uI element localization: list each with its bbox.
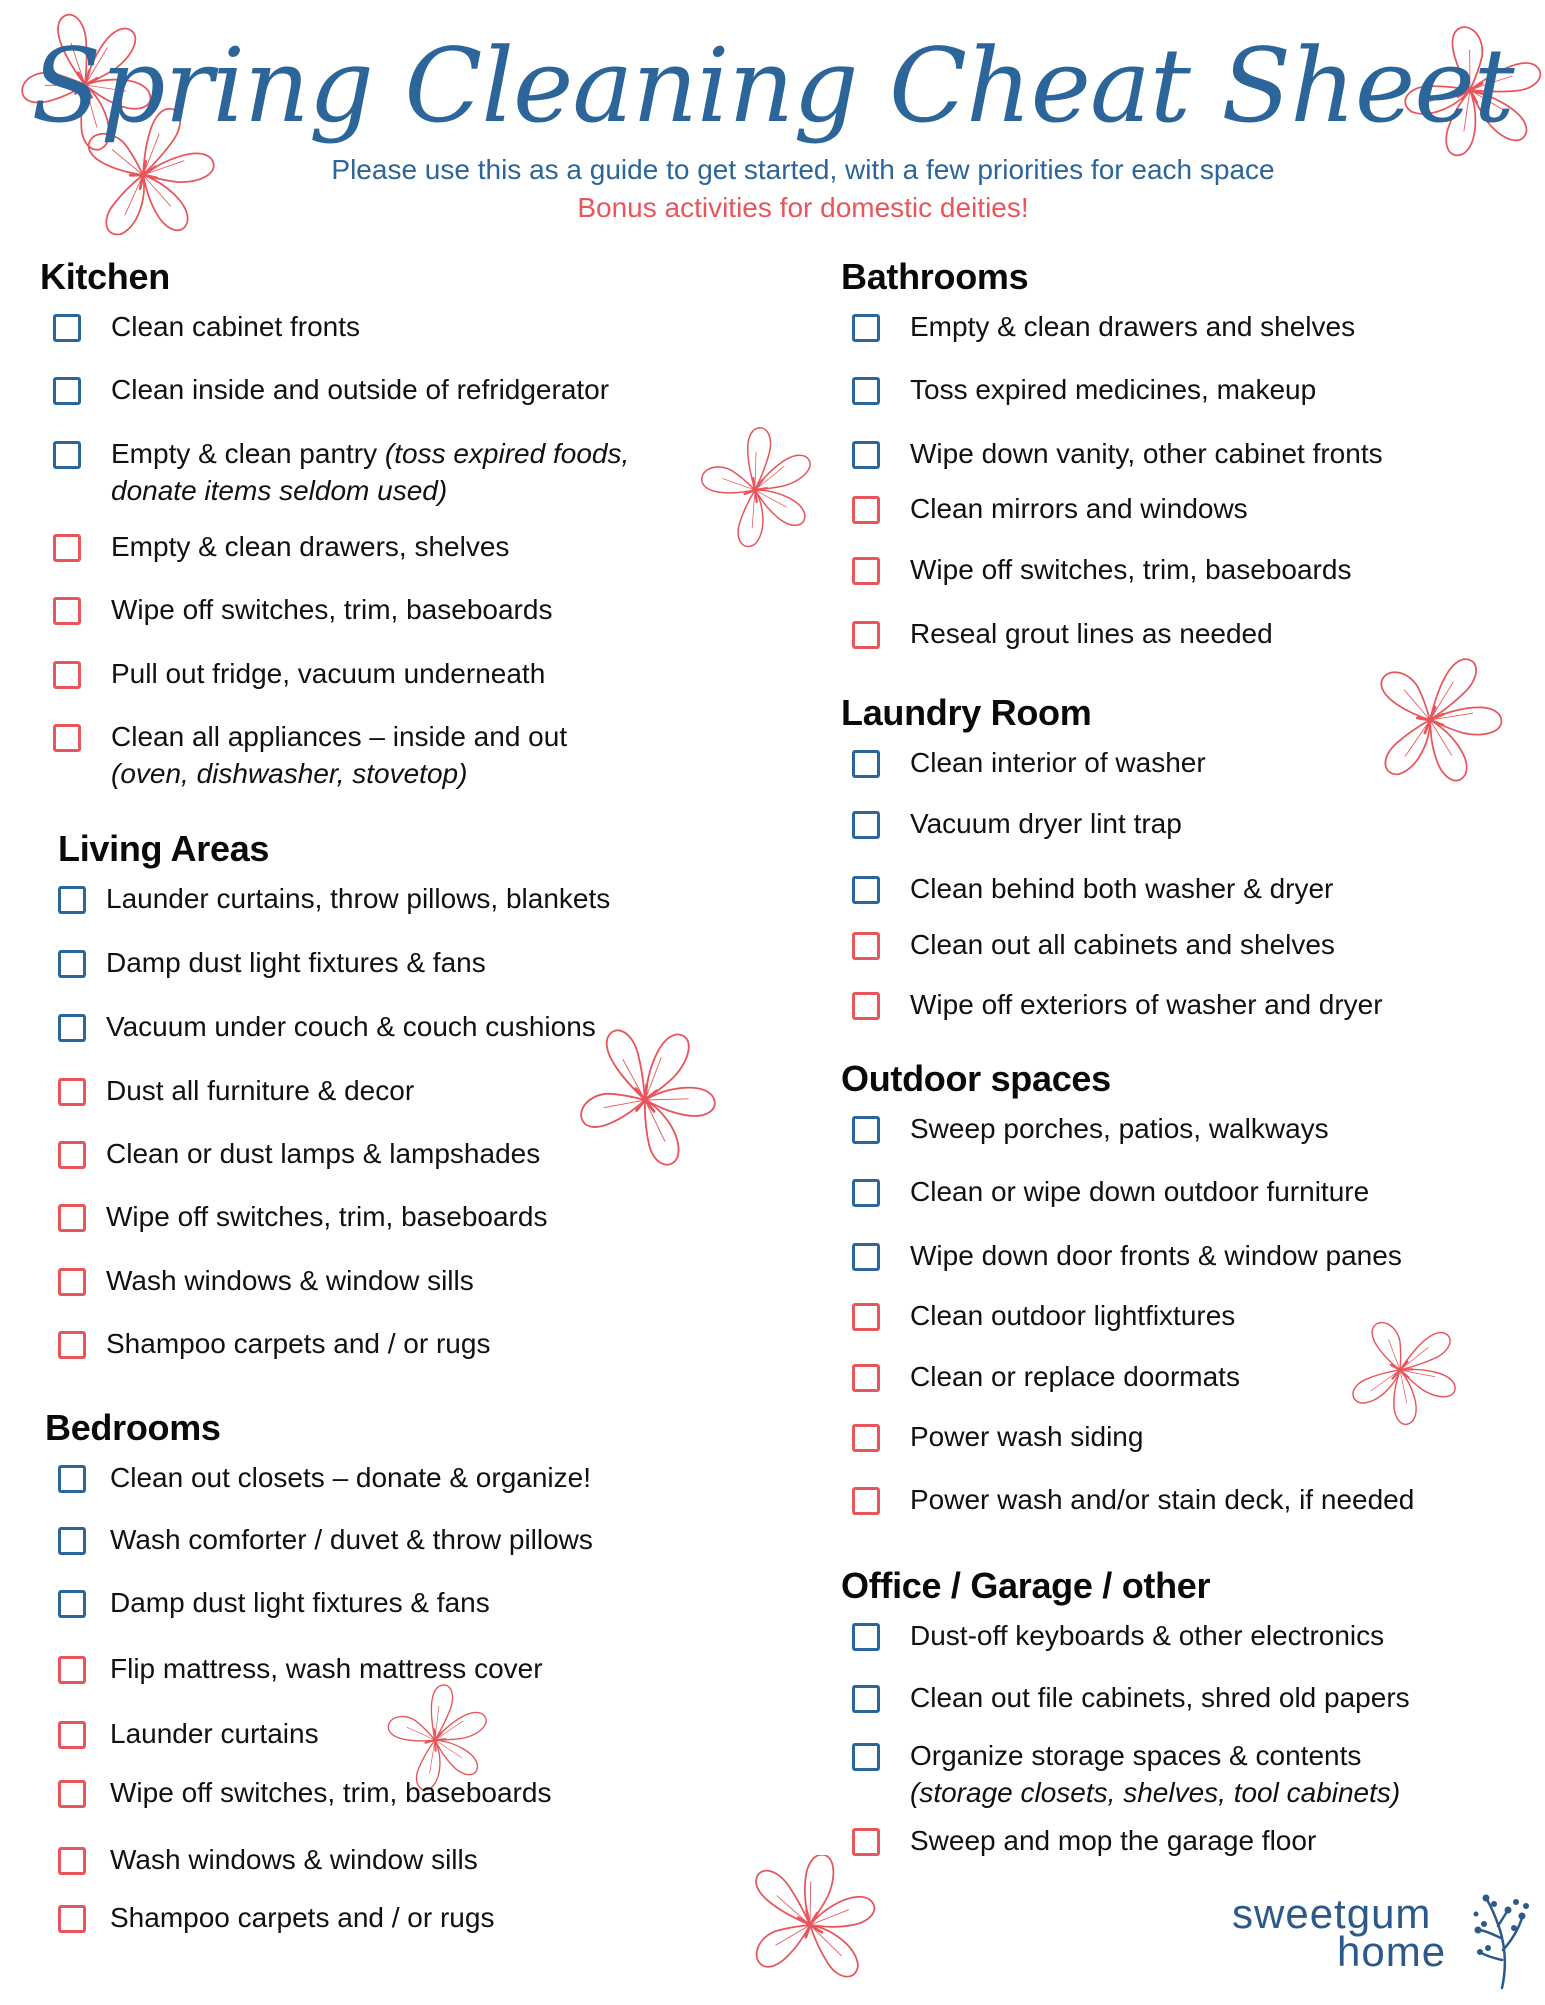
checkbox[interactable]	[852, 992, 880, 1020]
checkbox[interactable]	[852, 1116, 880, 1144]
checklist-item[interactable]: Wipe off switches, trim, baseboards	[852, 551, 1351, 588]
section-title: Laundry Room	[841, 692, 1092, 733]
checkbox[interactable]	[58, 1204, 86, 1232]
checkbox[interactable]	[58, 1905, 86, 1933]
checklist-item[interactable]: Launder curtains, throw pillows, blankets	[58, 880, 610, 917]
section-outdoor-spaces	[841, 1058, 1521, 1538]
checkbox[interactable]	[852, 621, 880, 649]
checkbox[interactable]	[58, 1014, 86, 1042]
checklist-item[interactable]: Launder curtains	[58, 1715, 319, 1752]
checkbox[interactable]	[58, 886, 86, 914]
checkbox[interactable]	[58, 1141, 86, 1169]
checklist-item[interactable]: Clean outdoor lightfixtures	[852, 1297, 1235, 1334]
checklist-item[interactable]: Wash windows & window sills	[58, 1841, 478, 1878]
checklist-item[interactable]: Empty & clean drawers, shelves	[53, 528, 509, 565]
checkbox[interactable]	[852, 441, 880, 469]
checkbox[interactable]	[852, 932, 880, 960]
subtitle: Please use this as a guide to get started, with a few priorities for each space	[331, 154, 1275, 185]
checklist-item[interactable]: Vacuum under couch & couch cushions	[58, 1008, 596, 1045]
berry-branch-icon	[1472, 1890, 1532, 1990]
checklist-item[interactable]: Power wash siding	[852, 1418, 1143, 1455]
checklist-item[interactable]: Clean behind both washer & dryer	[852, 870, 1333, 907]
checklist-item[interactable]: Clean out file cabinets, shred old papers	[852, 1679, 1410, 1716]
checklist-item[interactable]: Shampoo carpets and / or rugs	[58, 1899, 494, 1936]
checklist-item[interactable]: Damp dust light fixtures & fans	[58, 1584, 490, 1621]
checkbox[interactable]	[53, 314, 81, 342]
checkbox[interactable]	[852, 1685, 880, 1713]
checklist-item[interactable]: Organize storage spaces & contents (storage closets, shelves, tool cabinets)	[852, 1737, 1400, 1811]
checkbox[interactable]	[852, 314, 880, 342]
checklist-item[interactable]: Clean out closets – donate & organize!	[58, 1459, 591, 1496]
checklist-item[interactable]: Sweep and mop the garage floor	[852, 1822, 1316, 1859]
checklist-item[interactable]: Power wash and/or stain deck, if needed	[852, 1481, 1414, 1518]
section-living-areas	[58, 828, 738, 1388]
checklist-item[interactable]: Reseal grout lines as needed	[852, 615, 1273, 652]
section-laundry-room	[841, 692, 1521, 1052]
checkbox[interactable]	[53, 724, 81, 752]
checkbox[interactable]	[53, 661, 81, 689]
bonus-note: Bonus activities for domestic deities!	[577, 192, 1029, 223]
checkbox[interactable]	[852, 811, 880, 839]
checklist-item[interactable]: Sweep porches, patios, walkways	[852, 1110, 1329, 1147]
checkbox[interactable]	[852, 1743, 880, 1771]
section-title: Office / Garage / other	[841, 1565, 1211, 1606]
checklist-item[interactable]: Toss expired medicines, makeup	[852, 371, 1316, 408]
checkbox[interactable]	[58, 1590, 86, 1618]
checkbox[interactable]	[852, 496, 880, 524]
section-title: Living Areas	[58, 828, 270, 869]
checkbox[interactable]	[852, 1243, 880, 1271]
checkbox[interactable]	[852, 750, 880, 778]
checklist-item[interactable]: Wipe off switches, trim, baseboards	[53, 591, 552, 628]
section-bedrooms	[45, 1407, 745, 1967]
checkbox[interactable]	[58, 1465, 86, 1493]
checkbox[interactable]	[852, 1303, 880, 1331]
checklist-item[interactable]: Flip mattress, wash mattress cover	[58, 1650, 543, 1687]
checkbox[interactable]	[53, 534, 81, 562]
section-title: Outdoor spaces	[841, 1058, 1111, 1099]
checklist-item[interactable]: Wash comforter / duvet & throw pillows	[58, 1521, 593, 1558]
checklist-item[interactable]: Vacuum dryer lint trap	[852, 805, 1182, 842]
checkbox[interactable]	[852, 876, 880, 904]
checklist-item[interactable]: Shampoo carpets and / or rugs	[58, 1325, 490, 1362]
checkbox[interactable]	[852, 557, 880, 585]
checklist-item[interactable]: Damp dust light fixtures & fans	[58, 944, 486, 981]
section-title: Bathrooms	[841, 256, 1029, 297]
checklist-item[interactable]: Wipe off switches, trim, baseboards	[58, 1198, 547, 1235]
section-kitchen	[40, 256, 740, 796]
checkbox[interactable]	[58, 1527, 86, 1555]
checklist-item[interactable]: Wipe down door fronts & window panes	[852, 1237, 1402, 1274]
checkbox[interactable]	[53, 597, 81, 625]
checkbox[interactable]	[58, 1078, 86, 1106]
checkbox[interactable]	[53, 441, 81, 469]
checklist-item[interactable]: Clean or wipe down outdoor furniture	[852, 1173, 1369, 1210]
checklist-item[interactable]: Clean or dust lamps & lampshades	[58, 1135, 540, 1172]
checklist-item[interactable]: Empty & clean pantry (toss expired foods, donate items seldom used)	[53, 435, 629, 509]
checklist-item[interactable]: Clean out all cabinets and shelves	[852, 926, 1335, 963]
checkbox[interactable]	[852, 1828, 880, 1856]
checkbox[interactable]	[58, 1780, 86, 1808]
section-title: Kitchen	[40, 256, 170, 297]
page-title: Spring Cleaning Cheat Sheet	[31, 27, 1514, 146]
checkbox[interactable]	[852, 1179, 880, 1207]
checklist-item[interactable]: Dust all furniture & decor	[58, 1072, 414, 1109]
checkbox[interactable]	[852, 1364, 880, 1392]
checkbox[interactable]	[53, 377, 81, 405]
checkbox[interactable]	[58, 1331, 86, 1359]
checklist-item[interactable]: Clean mirrors and windows	[852, 490, 1248, 527]
checklist-item[interactable]: Wash windows & window sills	[58, 1262, 474, 1299]
checklist-item[interactable]: Dust-off keyboards & other electronics	[852, 1617, 1384, 1654]
checkbox[interactable]	[852, 1424, 880, 1452]
checklist-item[interactable]: Wipe down vanity, other cabinet fronts	[852, 435, 1383, 472]
checklist-item[interactable]: Clean interior of washer	[852, 744, 1206, 781]
checklist-item[interactable]: Wipe off switches, trim, baseboards	[58, 1774, 551, 1811]
checkbox[interactable]	[58, 950, 86, 978]
flower-icon	[735, 1855, 885, 2005]
section-office-garage	[841, 1565, 1521, 1865]
checklist-item[interactable]: Clean cabinet fronts	[53, 308, 360, 345]
checklist-item[interactable]: Pull out fridge, vacuum underneath	[53, 655, 545, 692]
checkbox[interactable]	[852, 1487, 880, 1515]
checklist-item[interactable]: Clean all appliances – inside and out (oven, dishwasher, stovetop)	[53, 718, 567, 792]
checkbox[interactable]	[58, 1847, 86, 1875]
checkbox[interactable]	[852, 1623, 880, 1651]
checklist-item[interactable]: Empty & clean drawers and shelves	[852, 308, 1355, 345]
section-title: Bedrooms	[45, 1407, 221, 1448]
checkbox[interactable]	[58, 1656, 86, 1684]
checklist-item[interactable]: Clean inside and outside of refridgerator	[53, 371, 609, 408]
checkbox[interactable]	[58, 1721, 86, 1749]
section-bathrooms	[841, 256, 1521, 676]
checklist-item[interactable]: Wipe off exteriors of washer and dryer	[852, 986, 1383, 1023]
checkbox[interactable]	[58, 1268, 86, 1296]
checklist-item[interactable]: Clean or replace doormats	[852, 1358, 1240, 1395]
brand-logo: sweetgum home	[1232, 1890, 1532, 1990]
checkbox[interactable]	[852, 377, 880, 405]
